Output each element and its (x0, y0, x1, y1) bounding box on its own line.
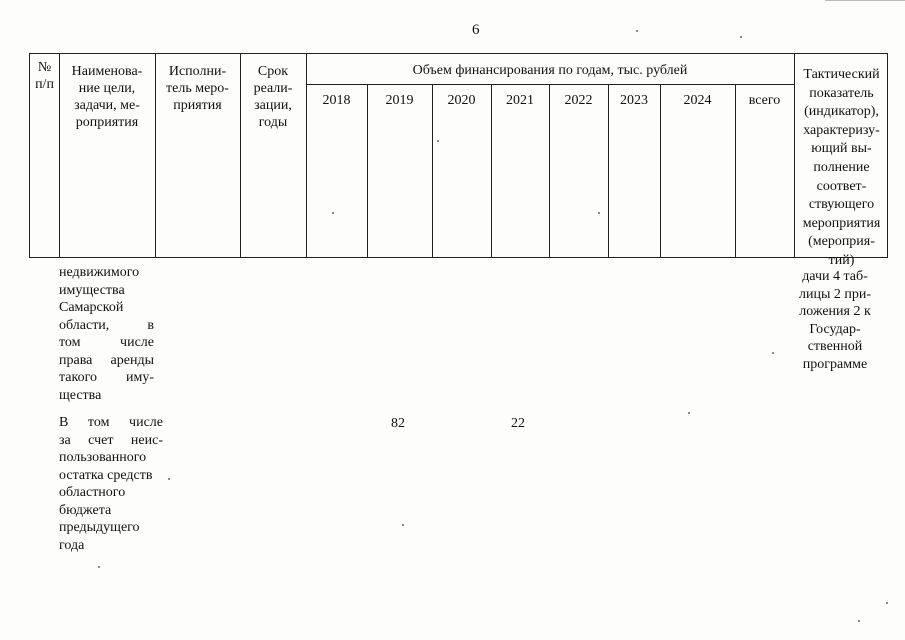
text-line: за счет неис- (59, 432, 163, 448)
scan-speck (98, 566, 100, 568)
scan-speck (402, 524, 404, 526)
col-divider (432, 85, 433, 257)
col-number-header: № п/п (35, 60, 54, 92)
year-2020-header: 2020 (447, 93, 476, 108)
year-2022-header: 2022 (564, 93, 593, 108)
col-divider (735, 85, 736, 257)
scan-speck (437, 140, 439, 142)
text-line: права аренды (59, 352, 154, 368)
value-2019-cell: 82 (391, 416, 405, 431)
year-2018-header: 2018 (322, 93, 351, 108)
col-divider (608, 85, 609, 257)
scan-corner-mark (825, 0, 905, 4)
col-name-header: Наименова- ние цели, задачи, ме- роприятия (71, 64, 143, 130)
continuation-indicator-cell: дачи 4 таб- лицы 2 при- ложения 2 к Государ- ственной программе (798, 269, 872, 372)
text-line: областного (59, 485, 126, 500)
text-line: области, в (59, 317, 154, 333)
year-2019-header: 2019 (385, 93, 414, 108)
col-divider (660, 85, 661, 257)
total-header: всего (748, 93, 781, 108)
col-divider (549, 85, 550, 257)
scan-speck (636, 30, 638, 32)
text-line: такого иму- (59, 370, 154, 385)
value-2021-cell: 22 (511, 416, 525, 431)
text-line: щества (59, 387, 102, 403)
scan-speck (598, 212, 600, 214)
text-line: остатка средств (59, 467, 153, 483)
col-funding-header: Объем финансирования по годам, тыс. рублей (412, 63, 688, 78)
col-divider (491, 85, 492, 257)
scan-speck (688, 412, 690, 414)
page-number: 6 (472, 22, 480, 38)
col-executor-header: Исполни- тель меро- приятия (166, 64, 229, 113)
col-term-header: Срок реали- зации, годы (253, 64, 293, 130)
text-line: недвижимого (59, 265, 140, 280)
scan-speck (168, 478, 170, 480)
year-2021-header: 2021 (506, 93, 534, 108)
col-indicator-header: Тактический показатель (индикатор), характеризу- ющий вы- полнение соответ- ствующего мероприятия (мероприя- тий) (802, 67, 881, 268)
text-line: года (59, 537, 85, 553)
scan-speck (332, 212, 334, 214)
scan-speck (740, 36, 742, 38)
continuation-name-cell (59, 264, 154, 404)
table-header (29, 53, 888, 268)
funding-divider (306, 84, 794, 85)
scan-speck (772, 352, 774, 354)
col-divider (367, 85, 368, 257)
text-line: бюджета (59, 502, 112, 518)
text-line: предыдущего (59, 520, 140, 535)
scan-speck (886, 602, 888, 604)
text-line: том числе (59, 335, 154, 350)
text-line: пользованного (59, 450, 147, 465)
year-2024-header: 2024 (683, 93, 712, 108)
text-line: имущества (59, 282, 125, 298)
subrow-name-cell (59, 414, 163, 554)
scan-speck (858, 620, 860, 622)
year-2023-header: 2023 (620, 93, 648, 108)
text-line: Самарской (59, 300, 124, 315)
text-line: В том числе (59, 415, 163, 430)
